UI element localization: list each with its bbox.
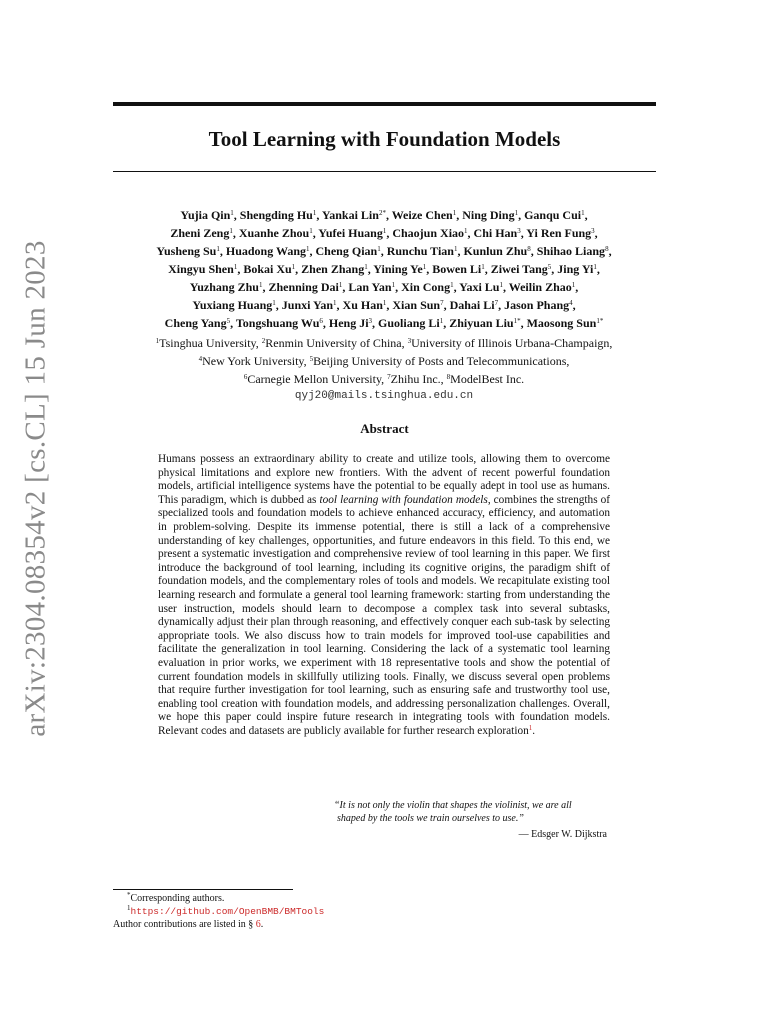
author-superscript: 8 — [605, 245, 609, 253]
author-superscript: 3 — [368, 317, 373, 325]
affiliation-superscript: 1 — [155, 337, 160, 345]
author-superscript: 1 — [229, 227, 233, 235]
affiliation-superscript: 4 — [198, 355, 203, 363]
author-superscript: 1 — [338, 281, 343, 289]
affiliation-text: Tsinghua University, — [159, 336, 262, 350]
author-superscript: 3 — [591, 227, 595, 235]
author-text: , Bokai Xu — [237, 262, 292, 276]
author-line — [110, 206, 658, 224]
affiliation-line — [110, 352, 658, 370]
footnote-url — [113, 905, 513, 918]
affiliation-superscript: 5 — [309, 355, 314, 363]
footnote-corresponding — [113, 892, 513, 905]
author-superscript: 1 — [306, 245, 310, 253]
author-superscript: 5 — [226, 317, 231, 325]
affiliation-text: Carnegie Mellon University, — [247, 372, 388, 386]
author-superscript: 2* — [378, 209, 386, 217]
author-text: , — [572, 298, 576, 312]
author-text: , Yankai Lin — [316, 208, 379, 222]
author-list — [110, 206, 658, 332]
footnote-contributions — [113, 918, 513, 931]
contact-email[interactable]: qyj20@mails.tsinghua.edu.cn — [294, 390, 474, 402]
abstract-heading: Abstract — [360, 421, 409, 436]
author-superscript: 1 — [216, 245, 220, 253]
paper-title: Tool Learning with Foundation Models — [208, 127, 561, 151]
author-line — [110, 296, 658, 314]
affiliation-text: Zhihu Inc., — [390, 372, 447, 386]
author-text: , Cheng Qian — [309, 244, 378, 258]
author-text: , Zhiyuan Liu — [443, 316, 514, 330]
author-line — [110, 224, 658, 242]
author-text: , Xu Han — [336, 298, 383, 312]
affiliation-line — [110, 370, 658, 388]
footnote-url-link[interactable]: https://github.com/OpenBMB/BMTools — [130, 906, 325, 917]
author-superscript: 1 — [422, 263, 427, 271]
author-superscript: 1 — [481, 263, 485, 271]
author-text: , Xian Sun — [386, 298, 441, 312]
author-superscript: 1 — [593, 263, 597, 271]
author-superscript: 1 — [452, 209, 457, 217]
affiliation-text: Renmin University of China, — [265, 336, 408, 350]
author-text: , Heng Ji — [322, 316, 369, 330]
author-text: , Jason Phang — [498, 298, 570, 312]
author-text: , Lan Yan — [342, 280, 392, 294]
affiliation-text: ModelBest Inc. — [450, 372, 525, 386]
author-text: , Zhen Zhang — [295, 262, 365, 276]
affiliation-superscript: 2 — [261, 337, 266, 345]
quote-line-2: shaped by the tools we train ourselves to use.” — [337, 812, 524, 824]
author-superscript: 1 — [464, 227, 468, 235]
author-text: Xingyu Shen — [168, 262, 234, 276]
author-text: , Chaojun Xiao — [386, 226, 465, 240]
footnote-corresponding-text: Corresponding authors. — [130, 893, 225, 904]
author-superscript: 1 — [439, 317, 444, 325]
author-superscript: 1 — [382, 227, 387, 235]
abstract-emphasis: tool learning with foundation models — [319, 493, 488, 506]
author-text: , Xuanhe Zhou — [232, 226, 310, 240]
affiliation-superscript: 7 — [387, 373, 391, 381]
footnote-contrib-text: Author contributions are listed in § — [113, 919, 256, 930]
abstract-text-part2: , combines the strengths of specialized tools and foundation models to achieve enhanced accuracy, efficiency, and automation in problem-solving. Despite its immense potential, there is still a lack of a comprehensive understanding of key challenges, opportunities, and future endeavors in this field. To this end, we present a systematic investigation and comprehensive review of tool learning in this paper. We first introduce the background of tool learning, including its cognitive origins, the paradigm shift of foundation models, and the complementary roles of tools and models. We recapitulate existing tool learning research and formulate a general tool learning framework: starting from understanding the user instruction, models should learn to decompose a complex task into several subtasks, dynamically adjust their plan through reasoning, and effectively conquer each sub-task by selecting appropriate tools. We also discuss how to train models for improved tool-use capabilities and facilitate the generalization in tool learning. Considering the lack of a systematic tool learning evaluation in prior works, we experiment with — [158, 493, 611, 669]
author-line — [110, 242, 658, 260]
affiliation-superscript: 8 — [446, 373, 451, 381]
affiliation-line — [110, 334, 658, 352]
affiliation-text: University of Illinois Urbana-Champaign, — [411, 336, 613, 350]
author-superscript: 1 — [291, 263, 296, 271]
author-text: , Bowen Li — [426, 262, 482, 276]
abstract-body — [158, 453, 610, 738]
author-superscript: 1* — [513, 317, 521, 325]
author-superscript: 1 — [391, 281, 396, 289]
author-text: , Shengding Hu — [233, 208, 313, 222]
author-superscript: 1 — [312, 209, 317, 217]
footnotes — [113, 892, 513, 931]
author-superscript: 8 — [527, 245, 531, 253]
author-superscript: 1 — [514, 209, 519, 217]
author-superscript: 1 — [364, 263, 368, 271]
affiliation-superscript: 3 — [407, 337, 412, 345]
author-superscript: 7 — [440, 299, 444, 307]
quote-line-1: “It is not only the violin that shapes the violinist, we are all — [334, 800, 572, 811]
author-text: , Ziwei Tang — [484, 262, 548, 276]
affiliation-text: New York University, — [202, 354, 310, 368]
author-superscript: 1 — [309, 227, 313, 235]
author-superscript: 5 — [547, 263, 552, 271]
footnote-contrib-section-link[interactable]: 6 — [255, 919, 261, 930]
author-text: , Shihao Liang — [530, 244, 606, 258]
author-text: Zheni Zeng — [170, 226, 230, 240]
author-text: , Chi Han — [467, 226, 518, 240]
author-superscript: 1 — [272, 299, 276, 307]
author-superscript: 1 — [233, 263, 238, 271]
footnote-url-mark: 1 — [127, 904, 131, 912]
author-superscript: 1 — [258, 281, 263, 289]
footnote-corresponding-mark: * — [127, 891, 131, 899]
author-text: , Xin Cong — [395, 280, 451, 294]
author-text: , Yi Ren Fung — [520, 226, 592, 240]
author-superscript: 1 — [571, 281, 576, 289]
abstract-footnote-mark[interactable]: 1 — [528, 723, 533, 732]
author-line — [110, 314, 658, 332]
affiliation-list — [110, 334, 658, 388]
author-text: Yuxiang Huang — [192, 298, 273, 312]
abstract-tool-count: 18 — [380, 656, 392, 669]
author-superscript: 7 — [494, 299, 499, 307]
arxiv-identifier[interactable]: arXiv:2304.08354v2 [cs.CL] 15 Jun 2023 — [19, 239, 52, 737]
footnote-contrib-end: . — [260, 919, 264, 930]
author-superscript: 1 — [450, 281, 454, 289]
abstract-text-part1: Humans possess an extraordinary ability to create and utilize tools, allowing them to overcome physical limitations and explore new frontiers. With the advent of recent powerful foundation models, artificial intelligence systems have the potential to be equally adept in tool use as humans. This paradigm, which is dubbed as — [158, 453, 610, 506]
author-text: , — [608, 244, 612, 258]
author-text: , Junxi Yan — [275, 298, 334, 312]
author-text: , — [594, 226, 598, 240]
author-text: , Guoliang Li — [372, 316, 440, 330]
title-top-rule — [113, 102, 656, 106]
arxiv-identifier-watermark — [14, 239, 58, 737]
abstract-end: . — [532, 724, 536, 737]
author-text: Yuzhang Zhu — [189, 280, 259, 294]
author-text: , — [575, 280, 579, 294]
epigraph-quote — [334, 800, 634, 825]
author-superscript: 4 — [569, 299, 573, 307]
author-text: , Kunlun Zhu — [457, 244, 528, 258]
author-superscript: 1 — [382, 299, 387, 307]
quote-attribution: — Edsger W. Dijkstra — [518, 829, 607, 840]
author-text: , Huadong Wang — [219, 244, 307, 258]
author-superscript: 1 — [499, 281, 503, 289]
author-text: , Ning Ding — [456, 208, 515, 222]
author-text: Yujia Qin — [180, 208, 231, 222]
author-text: , Yaxi Lu — [453, 280, 500, 294]
title-bottom-rule — [113, 171, 656, 172]
author-text: Cheng Yang — [164, 316, 227, 330]
author-text: , Weilin Zhao — [502, 280, 572, 294]
abstract-text-part3: representative tools and show the potential of current foundation models in skillfully utilizing tools. Finally, we discuss several open problems that require further investigation for tool learning, such as ensuring safe and trustworthy tool use, enabling tool creation with foundation models, and addressing personalization challenges. Overall, we hope this paper could inspire future research in integrating tools with foundation models. Relevant codes and datasets are publicly available for further research exploration — [158, 656, 610, 737]
author-text: , Jing Yi — [551, 262, 594, 276]
author-superscript: 1 — [581, 209, 585, 217]
author-superscript: 1* — [596, 317, 604, 325]
author-text: Yusheng Su — [156, 244, 217, 258]
author-text: , Maosong Sun — [520, 316, 597, 330]
affiliation-text: Beijing University of Posts and Telecommunications, — [313, 354, 570, 368]
author-text: , Runchu Tian — [380, 244, 454, 258]
footnote-rule — [113, 889, 293, 890]
author-superscript: 6 — [319, 317, 323, 325]
author-text: , Weize Chen — [385, 208, 453, 222]
author-text: , Yining Ye — [367, 262, 423, 276]
author-text: , — [584, 208, 588, 222]
author-superscript: 1 — [333, 299, 337, 307]
author-line — [110, 278, 658, 296]
affiliation-superscript: 6 — [243, 373, 248, 381]
author-text: , Yufei Huang — [312, 226, 383, 240]
author-text: , Ganqu Cui — [518, 208, 582, 222]
author-text: , — [596, 262, 600, 276]
author-superscript: 1 — [230, 209, 234, 217]
author-line — [110, 260, 658, 278]
author-text: , Dahai Li — [443, 298, 495, 312]
author-superscript: 1 — [377, 245, 381, 253]
author-superscript: 1 — [453, 245, 458, 253]
author-text: , Zhenning Dai — [262, 280, 339, 294]
author-text: , Tongshuang Wu — [230, 316, 320, 330]
author-superscript: 3 — [517, 227, 521, 235]
